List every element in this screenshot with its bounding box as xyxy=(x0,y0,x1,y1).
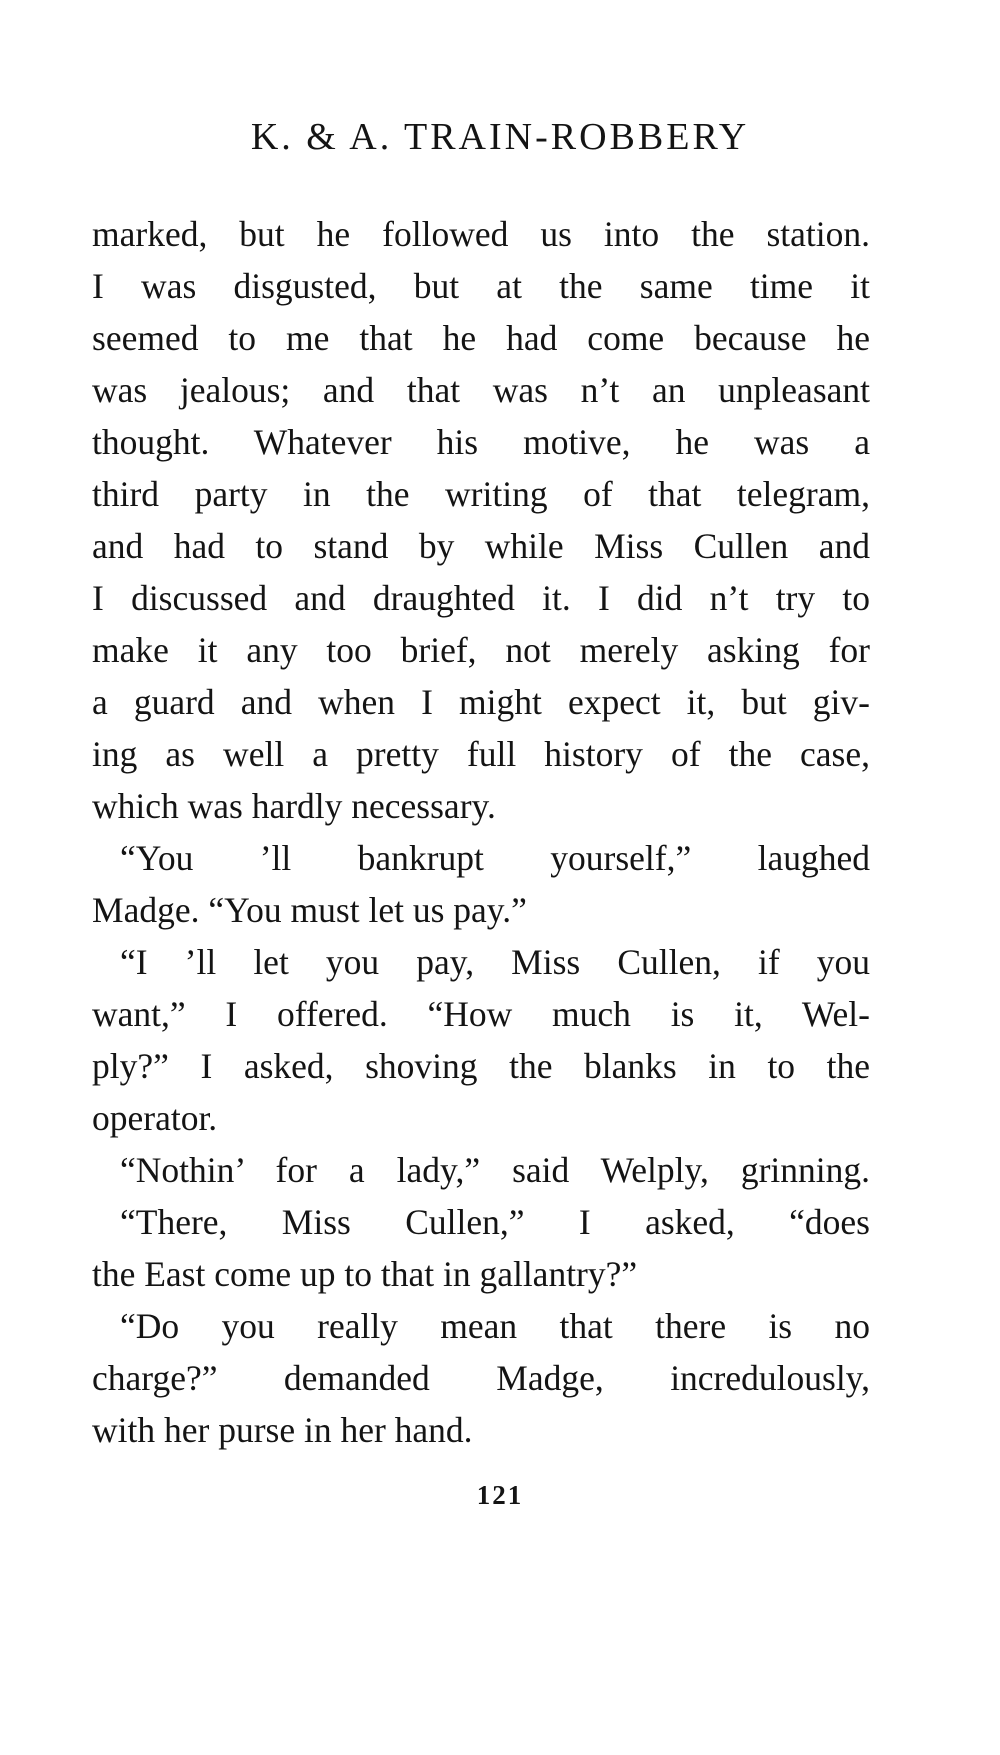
page-number: 121 xyxy=(476,1480,524,1510)
text-line: and had to stand by while Miss Cullen and xyxy=(92,526,870,566)
text-line: “Nothin’ for a lady,” said Welply, grinning. xyxy=(120,1150,870,1190)
text-line: ing as well a pretty full history of the case, xyxy=(92,734,870,774)
text-line: charge?” demanded Madge, incredulously, xyxy=(92,1358,870,1398)
text-line: “Do you really mean that there is no xyxy=(120,1306,870,1346)
text-line: ply?” I asked, shoving the blanks in to the xyxy=(92,1046,870,1086)
text-line: seemed to me that he had come because he xyxy=(92,318,870,358)
text-line: “I ’ll let you pay, Miss Cullen, if you xyxy=(120,942,870,982)
text-line: was jealous; and that was n’t an unpleasant xyxy=(92,370,870,410)
body-text xyxy=(92,208,870,1456)
text-line: operator. xyxy=(92,1098,218,1138)
text-line: “You ’ll bankrupt yourself,” laughed xyxy=(120,838,870,878)
text-line: I was disgusted, but at the same time it xyxy=(92,266,870,306)
text-line: which was hardly necessary. xyxy=(92,786,496,826)
text-line: thought. Whatever his motive, he was a xyxy=(92,422,870,462)
text-line: make it any too brief, not merely asking for xyxy=(92,630,870,670)
text-line: “There, Miss Cullen,” I asked, “does xyxy=(120,1202,870,1242)
text-line: want,” I offered. “How much is it, Wel- xyxy=(92,994,870,1034)
text-line: with her purse in her hand. xyxy=(92,1410,473,1450)
text-line: third party in the writing of that telegram, xyxy=(92,474,870,514)
text-line: a guard and when I might expect it, but giv- xyxy=(92,682,870,722)
running-head: K. & A. TRAIN-ROBBERY xyxy=(250,116,750,158)
text-line: marked, but he followed us into the station. xyxy=(92,214,870,254)
text-line: the East come up to that in gallantry?” xyxy=(92,1254,638,1294)
text-line: I discussed and draughted it. I did n’t try to xyxy=(92,578,870,618)
text-line: Madge. “You must let us pay.” xyxy=(92,890,527,930)
